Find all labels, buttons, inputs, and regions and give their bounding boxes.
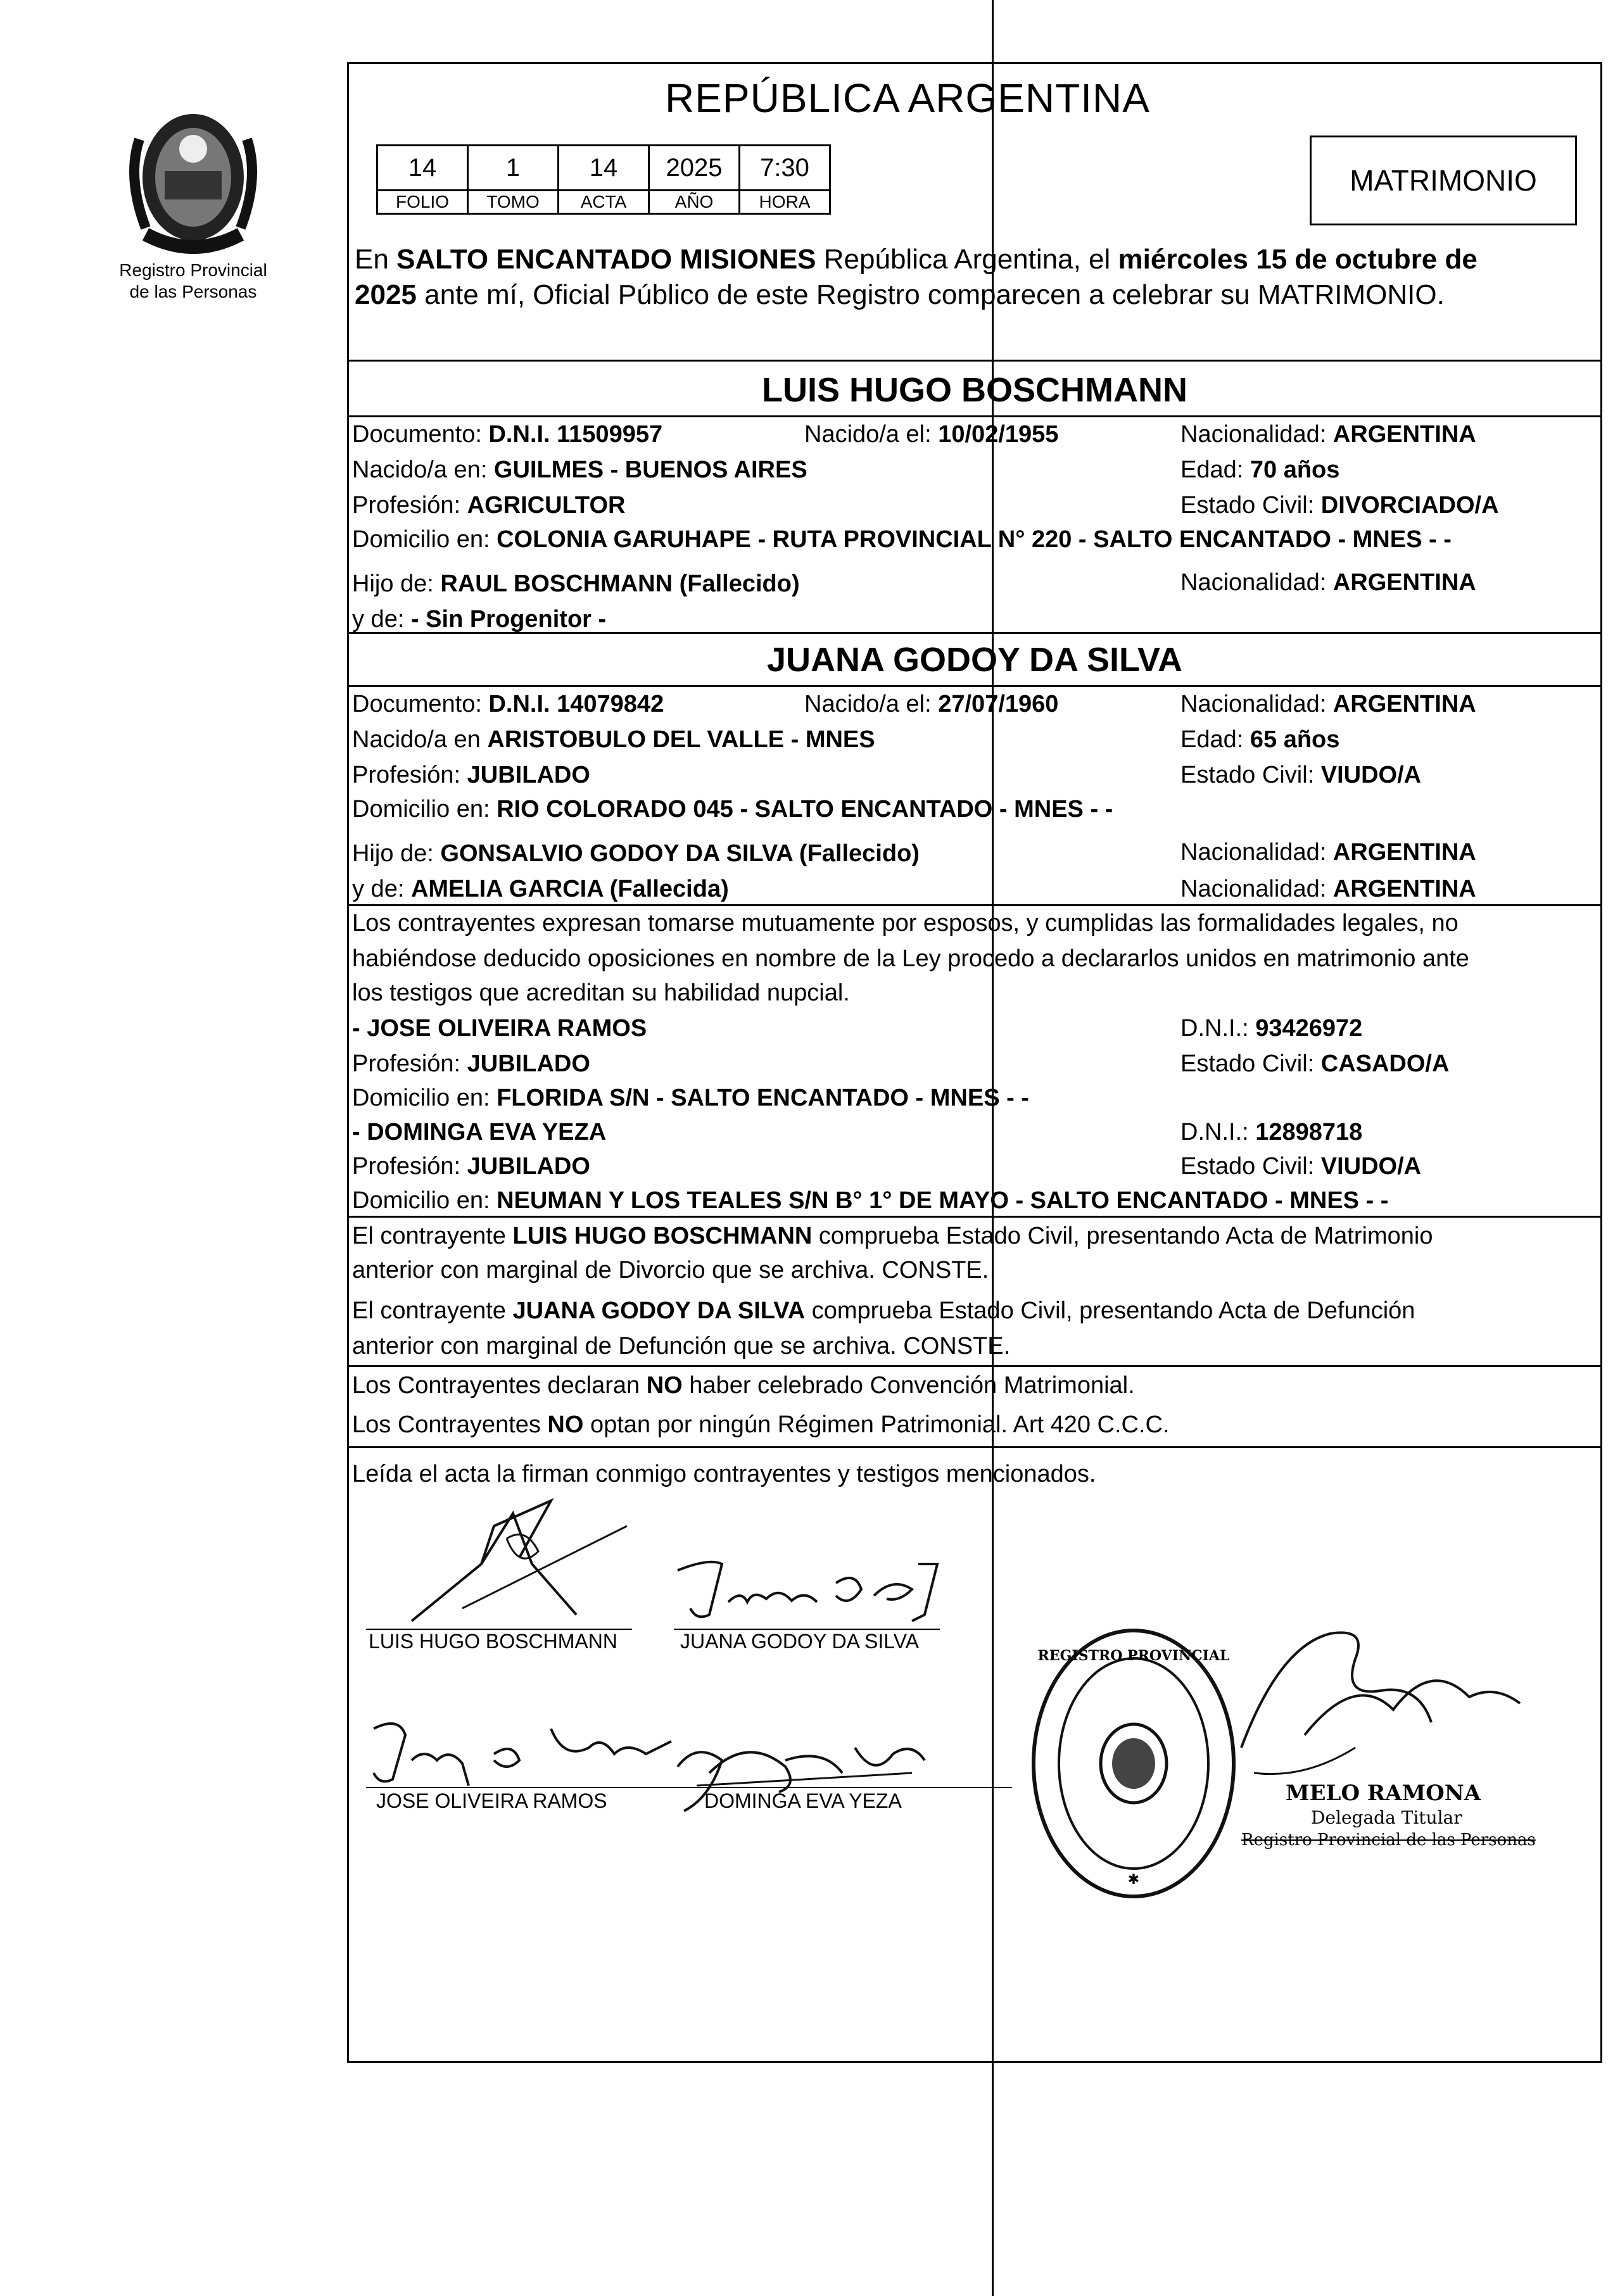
value: JUBILADO bbox=[467, 1050, 590, 1077]
folio-value: 14 bbox=[377, 146, 468, 191]
label: Profesión: bbox=[352, 1050, 467, 1077]
testigo1-dni bbox=[1180, 1012, 1362, 1045]
text: Los Contrayentes declaran bbox=[352, 1372, 647, 1399]
c2-documento bbox=[352, 688, 664, 721]
declaracion-line2: habiéndose deducido oposiciones en nombre de la Ley procedo a declararlos unidos en matrimonio ante bbox=[352, 945, 1469, 972]
text: El contrayente bbox=[352, 1297, 513, 1324]
divider bbox=[347, 632, 1602, 634]
value: D.N.I. 14079842 bbox=[488, 691, 664, 717]
sig-label-c1: LUIS HUGO BOSCHMANN bbox=[369, 1630, 617, 1653]
text: El contrayente bbox=[352, 1223, 513, 1249]
value: ARGENTINA bbox=[1332, 569, 1476, 596]
signature-officer bbox=[1229, 1621, 1583, 1786]
c1-nacido-el bbox=[804, 418, 1058, 451]
value: - Sin Progenitor - bbox=[410, 606, 607, 633]
divider bbox=[347, 415, 1602, 417]
c1-profesion bbox=[352, 489, 625, 522]
c2-nacido-en bbox=[352, 723, 875, 756]
value: JUBILADO bbox=[467, 1153, 590, 1180]
value: ARISTOBULO DEL VALLE - MNES bbox=[487, 726, 875, 753]
registry-name-line1: Registro Provincial bbox=[119, 260, 267, 280]
divider bbox=[347, 685, 1602, 687]
officer-name: MELO RAMONA bbox=[1286, 1781, 1481, 1806]
testigo2-name: - DOMINGA EVA YEZA bbox=[352, 1119, 607, 1145]
value: VIUDO/A bbox=[1320, 1153, 1422, 1180]
value: DIVORCIADO/A bbox=[1320, 492, 1499, 519]
value: ARGENTINA bbox=[1332, 876, 1476, 902]
c1-domicilio bbox=[352, 523, 1452, 556]
convencion-line2 bbox=[352, 1408, 1170, 1441]
label: Profesión: bbox=[352, 492, 467, 519]
no: NO bbox=[547, 1411, 584, 1438]
value: 12898718 bbox=[1255, 1119, 1363, 1145]
tomo-label: TOMO bbox=[468, 191, 559, 214]
intro-line2 bbox=[355, 275, 1593, 315]
intro-text2: República Argentina, el bbox=[816, 244, 1118, 275]
convencion-line1 bbox=[352, 1369, 1135, 1402]
intro-text: En bbox=[355, 244, 397, 275]
label: Hijo de: bbox=[352, 840, 441, 867]
text: optan por ningún Régimen Patrimonial. Art 420 C.C.C. bbox=[583, 1411, 1170, 1438]
text: Los Contrayentes bbox=[352, 1411, 548, 1438]
label: Nacionalidad: bbox=[1180, 839, 1333, 866]
signature-jose-oliveira-ramos bbox=[361, 1710, 678, 1792]
label: Nacionalidad: bbox=[1180, 569, 1333, 596]
no: NO bbox=[646, 1372, 683, 1399]
testigo2-dni bbox=[1180, 1116, 1362, 1149]
testigo1-profesion bbox=[352, 1047, 590, 1080]
c2-nacionalidad bbox=[1180, 688, 1476, 721]
hora-label: HORA bbox=[740, 191, 830, 214]
signature-juana-godoy-da-silva bbox=[671, 1551, 963, 1627]
registry-delegation-seal-icon bbox=[1026, 1621, 1241, 1906]
name: JUANA GODOY DA SILVA bbox=[512, 1297, 806, 1324]
c2-edad bbox=[1180, 723, 1339, 756]
testigo2-estado-civil bbox=[1180, 1150, 1421, 1183]
label: Nacido/a en: bbox=[352, 457, 494, 483]
label: y de: bbox=[352, 876, 411, 902]
testigo2-profesion bbox=[352, 1150, 590, 1183]
label: Nacido/a el: bbox=[804, 691, 939, 717]
nota1-line1 bbox=[352, 1220, 1433, 1252]
registry-logo-block bbox=[95, 101, 291, 303]
declaracion-line3: los testigos que acreditan su habilidad nupcial. bbox=[352, 980, 850, 1006]
testigo1-name: - JOSE OLIVEIRA RAMOS bbox=[352, 1015, 647, 1042]
nota1-line2: anterior con marginal de Divorcio que se archiva. CONSTE. bbox=[352, 1257, 989, 1284]
record-type-box: MATRIMONIO bbox=[1310, 136, 1577, 225]
label: Edad: bbox=[1180, 457, 1250, 483]
value: ARGENTINA bbox=[1332, 691, 1476, 717]
c1-edad bbox=[1180, 453, 1339, 486]
value: RAUL BOSCHMANN (Fallecido) bbox=[440, 571, 800, 597]
intro-place: SALTO ENCANTADO MISIONES bbox=[396, 244, 816, 275]
label: Nacionalidad: bbox=[1180, 876, 1333, 902]
c2-estado-civil bbox=[1180, 759, 1421, 792]
contrayente1-name: LUIS HUGO BOSCHMANN bbox=[762, 371, 1187, 409]
value: ARGENTINA bbox=[1332, 839, 1476, 866]
label: Nacionalidad: bbox=[1180, 691, 1333, 717]
label: Domicilio en: bbox=[352, 796, 497, 823]
value: JUBILADO bbox=[467, 762, 590, 788]
label: Estado Civil: bbox=[1180, 1153, 1321, 1180]
value: AMELIA GARCIA (Fallecida) bbox=[410, 876, 729, 902]
value: 10/02/1955 bbox=[938, 421, 1059, 448]
label: Profesión: bbox=[352, 762, 467, 788]
label: Domicilio en: bbox=[352, 1085, 497, 1111]
intro-date: miércoles 15 de octubre de bbox=[1118, 244, 1478, 275]
c1-padre-nacionalidad bbox=[1180, 566, 1476, 599]
anio-value: 2025 bbox=[649, 146, 740, 191]
sig-label-t2: DOMINGA EVA YEZA bbox=[704, 1789, 902, 1812]
label: Nacido/a en bbox=[352, 726, 488, 753]
label: Edad: bbox=[1180, 726, 1250, 753]
hora-value: 7:30 bbox=[740, 146, 830, 191]
label: Documento: bbox=[352, 421, 489, 448]
divider bbox=[347, 1446, 1602, 1448]
sig-label-t1: JOSE OLIVEIRA RAMOS bbox=[376, 1789, 607, 1812]
lectura-line: Leída el acta la firman conmigo contrayentes y testigos mencionados. bbox=[352, 1461, 1096, 1487]
c2-madre bbox=[352, 873, 729, 905]
svg-text:✱: ✱ bbox=[1127, 1872, 1140, 1888]
intro-line1 bbox=[355, 239, 1593, 280]
label: Hijo de: bbox=[352, 571, 441, 597]
c2-profesion bbox=[352, 759, 590, 792]
signature-luis-hugo-boschmann bbox=[386, 1488, 652, 1627]
nota2-line2: anterior con marginal de Defunción que se archiva. CONSTE. bbox=[352, 1333, 1011, 1359]
c2-padre bbox=[352, 837, 920, 870]
c1-estado-civil bbox=[1180, 489, 1499, 522]
officer-title: Delegada Titular bbox=[1311, 1807, 1462, 1828]
anio-label: AÑO bbox=[649, 191, 740, 214]
label: Estado Civil: bbox=[1180, 1050, 1321, 1077]
text: haber celebrado Convención Matrimonial. bbox=[682, 1372, 1135, 1399]
label: y de: bbox=[352, 606, 411, 633]
value: GUILMES - BUENOS AIRES bbox=[493, 457, 807, 483]
c1-nacionalidad bbox=[1180, 418, 1476, 451]
label: Domicilio en: bbox=[352, 526, 497, 553]
folio-label: FOLIO bbox=[377, 191, 468, 214]
c1-nacido-en bbox=[352, 453, 807, 486]
declaracion-line1: Los contrayentes expresan tomarse mutuamente por esposos, y cumplidas las formalidades legales, no bbox=[352, 910, 1459, 937]
c2-madre-nacionalidad bbox=[1180, 873, 1476, 905]
value: AGRICULTOR bbox=[467, 492, 626, 519]
label: Profesión: bbox=[352, 1153, 467, 1180]
provincia-de-misiones-seal-icon bbox=[120, 101, 266, 260]
c2-domicilio bbox=[352, 793, 1113, 826]
record-table bbox=[376, 144, 831, 215]
c2-nacido-el bbox=[804, 688, 1058, 721]
divider bbox=[347, 1365, 1602, 1367]
country-title: REPÚBLICA ARGENTINA bbox=[665, 75, 1150, 121]
testigo2-domicilio bbox=[352, 1184, 1388, 1217]
value: 27/07/1960 bbox=[938, 691, 1059, 717]
value: FLORIDA S/N - SALTO ENCANTADO - MNES - - bbox=[497, 1085, 1029, 1111]
label: Domicilio en: bbox=[352, 1187, 497, 1214]
intro-text3: ante mí, Oficial Público de este Registro comparecen a celebrar su MATRIMONIO. bbox=[416, 279, 1445, 310]
c1-documento bbox=[352, 418, 662, 451]
value: ARGENTINA bbox=[1332, 421, 1476, 448]
value: COLONIA GARUHAPE - RUTA PROVINCIAL N° 220 - SALTO ENCANTADO - MNES - - bbox=[497, 526, 1452, 553]
name: LUIS HUGO BOSCHMANN bbox=[512, 1223, 813, 1249]
nota2-line1 bbox=[352, 1294, 1415, 1327]
text: comprueba Estado Civil, presentando Acta de Matrimonio bbox=[812, 1223, 1433, 1249]
svg-text:REGISTRO PROVINCIAL: REGISTRO PROVINCIAL bbox=[1037, 1648, 1230, 1664]
value: 70 años bbox=[1250, 457, 1340, 483]
c1-padre bbox=[352, 567, 800, 600]
value: 93426972 bbox=[1255, 1015, 1363, 1042]
sig-label-c2: JUANA GODOY DA SILVA bbox=[680, 1630, 920, 1653]
contrayente2-name: JUANA GODOY DA SILVA bbox=[766, 641, 1183, 679]
value: VIUDO/A bbox=[1320, 762, 1422, 788]
intro-year: 2025 bbox=[355, 279, 417, 310]
tomo-value: 1 bbox=[468, 146, 559, 191]
value: RIO COLORADO 045 - SALTO ENCANTADO - MNES - - bbox=[497, 796, 1113, 823]
value: NEUMAN Y LOS TEALES S/N B° 1° DE MAYO - SALTO ENCANTADO - MNES - - bbox=[497, 1187, 1389, 1214]
label: Estado Civil: bbox=[1180, 762, 1321, 788]
divider bbox=[347, 904, 1602, 906]
value: CASADO/A bbox=[1320, 1050, 1450, 1077]
label: Nacido/a el: bbox=[804, 421, 939, 448]
label: D.N.I.: bbox=[1180, 1119, 1256, 1145]
value: 65 años bbox=[1250, 726, 1340, 753]
c2-padre-nacionalidad bbox=[1180, 836, 1476, 869]
registry-name-line2: de las Personas bbox=[129, 282, 257, 301]
acta-value: 14 bbox=[559, 146, 649, 191]
divider bbox=[347, 360, 1602, 362]
label: D.N.I.: bbox=[1180, 1015, 1256, 1042]
value: GONSALVIO GODOY DA SILVA (Fallecido) bbox=[440, 840, 920, 867]
value: D.N.I. 11509957 bbox=[488, 421, 663, 448]
label: Nacionalidad: bbox=[1180, 421, 1333, 448]
c1-madre bbox=[352, 603, 606, 636]
divider bbox=[347, 1216, 1602, 1218]
testigo1-estado-civil bbox=[1180, 1047, 1449, 1080]
label: Documento: bbox=[352, 691, 489, 717]
label: Estado Civil: bbox=[1180, 492, 1321, 519]
text: comprueba Estado Civil, presentando Acta de Defunción bbox=[805, 1297, 1415, 1324]
officer-office: Registro Provincial de las Personas bbox=[1241, 1831, 1536, 1850]
testigo1-domicilio bbox=[352, 1082, 1029, 1114]
acta-label: ACTA bbox=[559, 191, 649, 214]
